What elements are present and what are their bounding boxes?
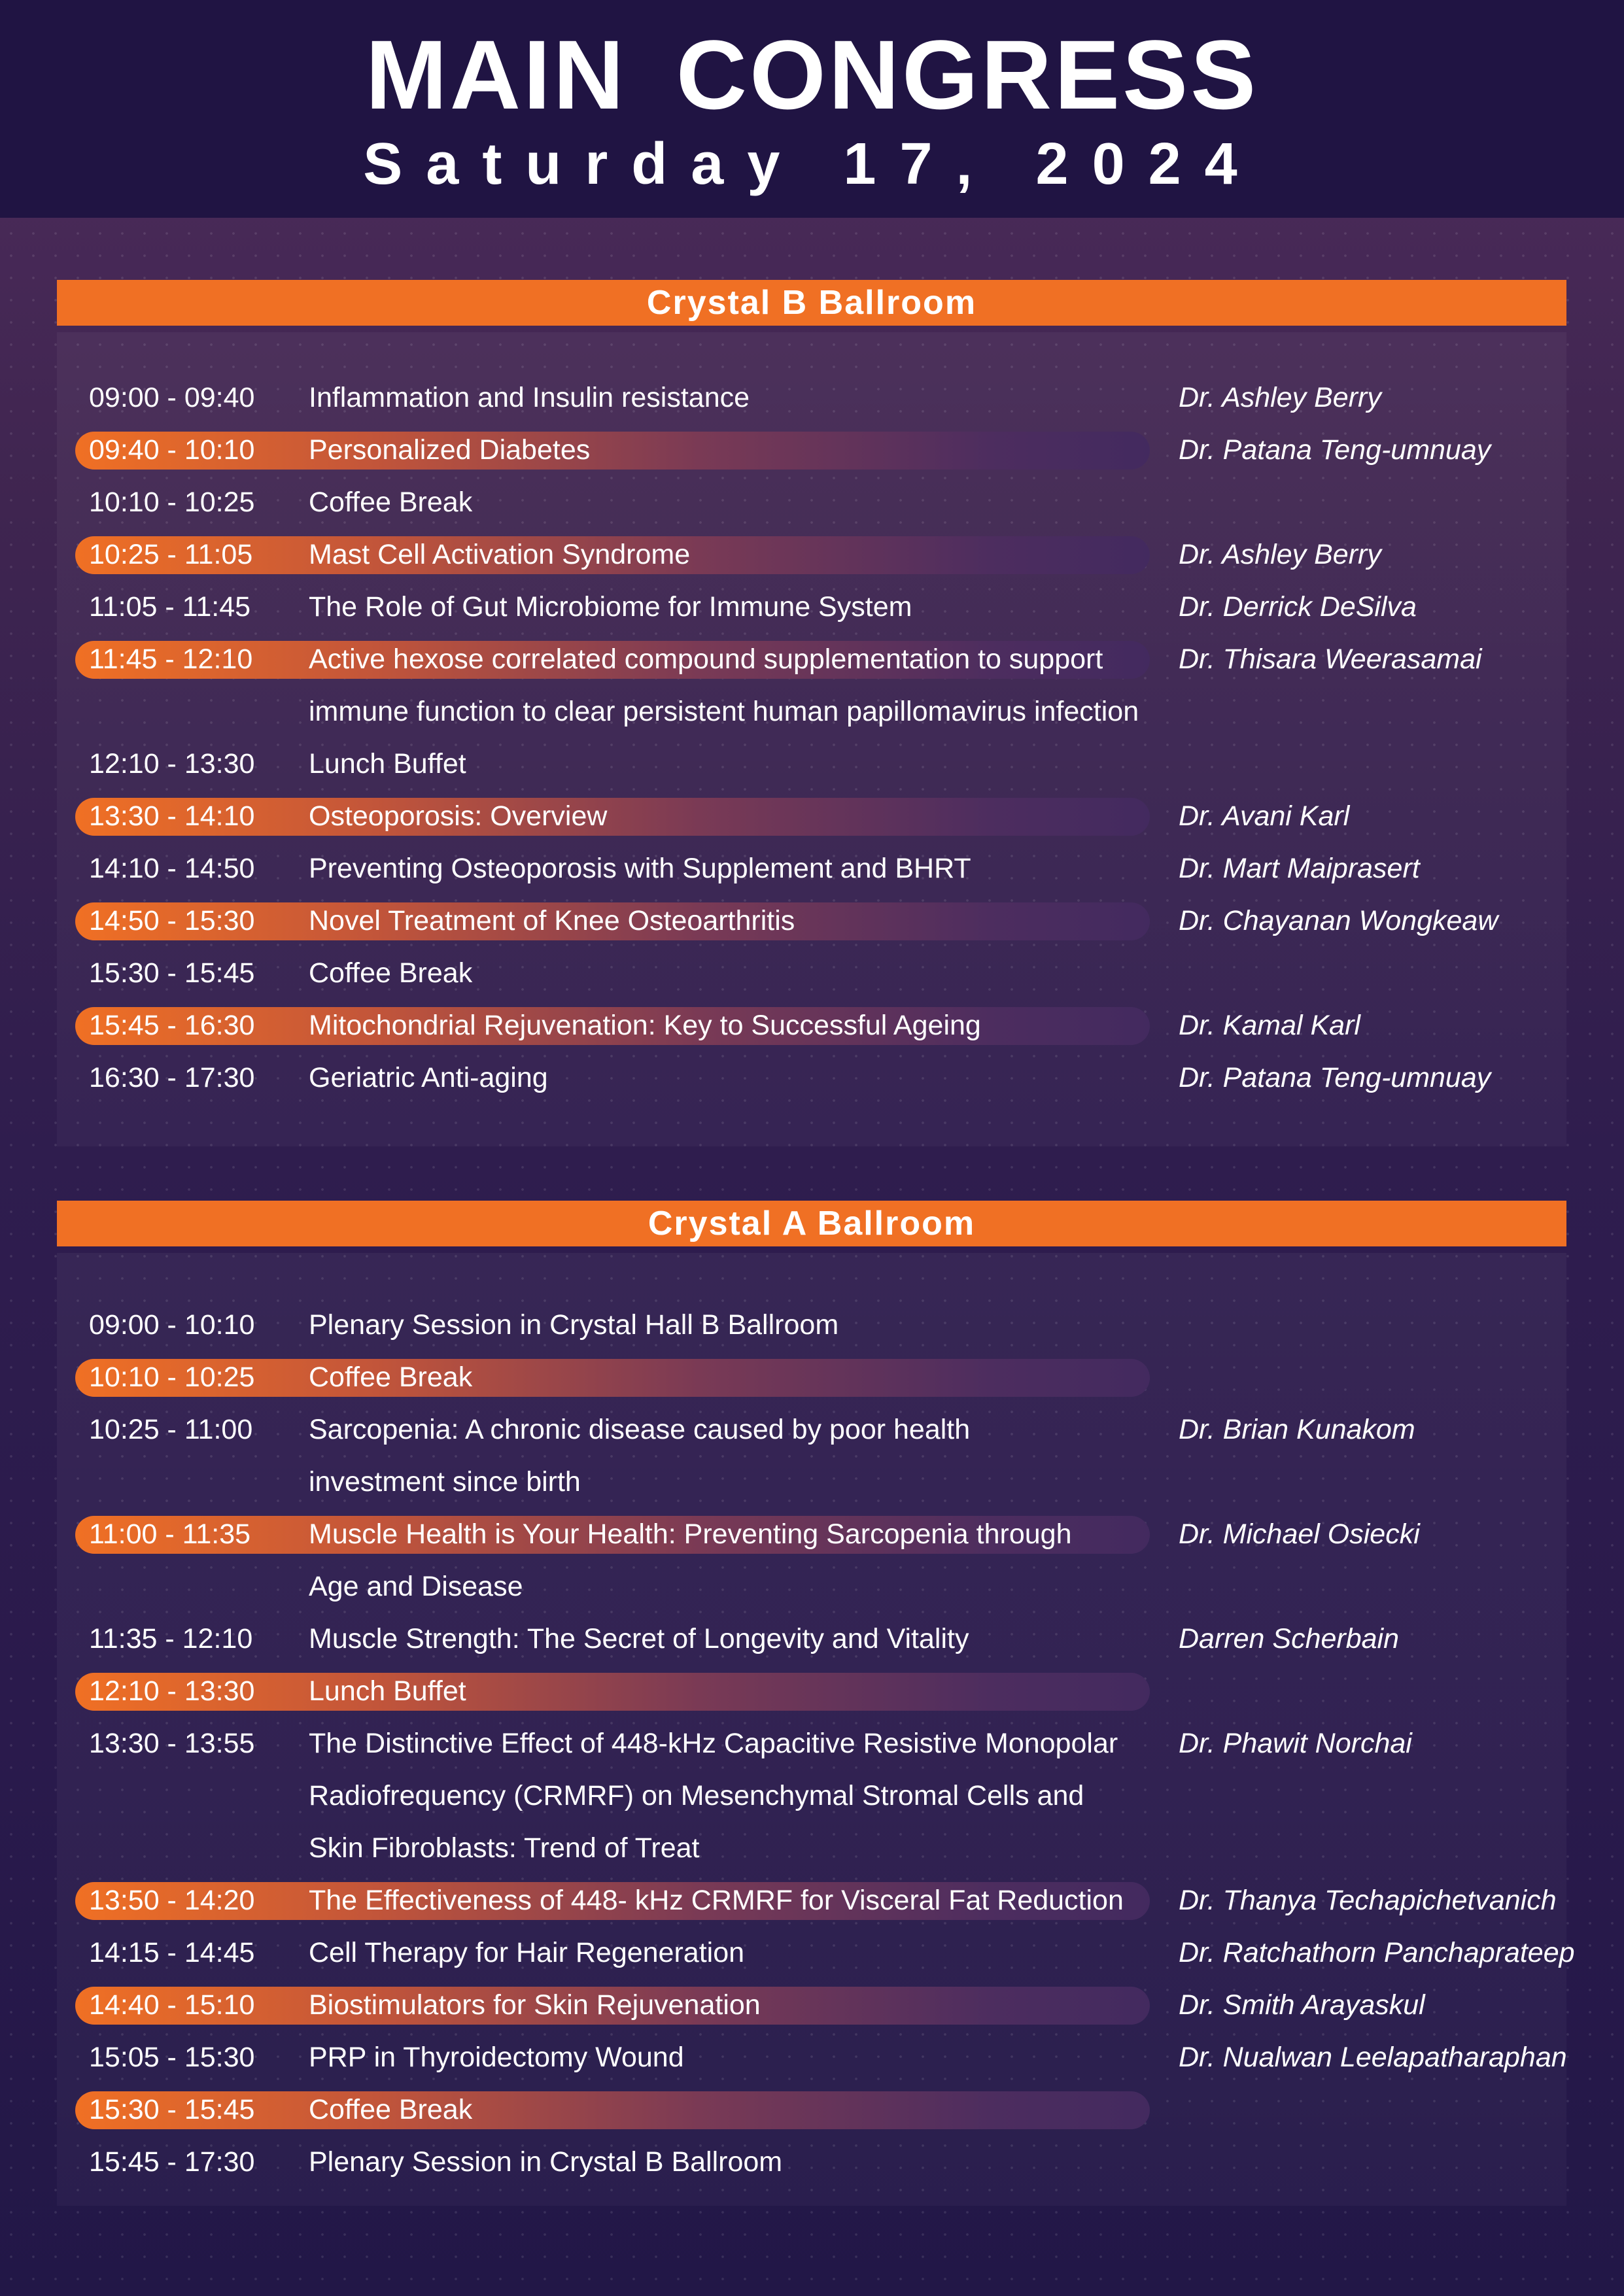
session-time: 10:25 - 11:05 <box>89 539 253 570</box>
session-speaker: Dr. Brian Kunakom <box>1179 1414 1415 1445</box>
session-topic: PRP in Thyroidectomy Wound <box>309 2042 684 2073</box>
schedule-row <box>57 371 1566 424</box>
session-time: 15:45 - 17:30 <box>89 2146 255 2178</box>
session-speaker: Darren Scherbain <box>1179 1623 1400 1654</box>
session-time: 11:05 - 11:45 <box>89 591 251 623</box>
session-speaker: Dr. Thisara Weerasamai <box>1179 643 1482 675</box>
schedule-row <box>57 1351 1566 1403</box>
session-speaker: Dr. Michael Osiecki <box>1179 1518 1420 1550</box>
session-topic: Plenary Session in Crystal B Ballroom <box>309 2146 783 2178</box>
session-speaker: Dr. Kamal Karl <box>1179 1010 1360 1041</box>
schedule-row <box>57 2083 1566 2136</box>
session-time: 09:40 - 10:10 <box>89 434 255 466</box>
session-time: 14:15 - 14:45 <box>89 1937 255 1968</box>
schedule-row <box>57 476 1566 528</box>
session-speaker: Dr. Chayanan Wongkeaw <box>1179 905 1498 936</box>
session-topic: Muscle Health is Your Health: Preventing Sarcopenia through <box>309 1518 1072 1550</box>
schedule-row <box>57 790 1566 842</box>
schedule-row <box>57 895 1566 947</box>
session-time: 12:10 - 13:30 <box>89 748 255 780</box>
session-time: 13:30 - 13:55 <box>89 1728 255 1759</box>
session-topic: Geriatric Anti-aging <box>309 1062 548 1093</box>
session-topic: Lunch Buffet <box>309 1675 466 1707</box>
session-topic: Plenary Session in Crystal Hall B Ballroom <box>309 1309 839 1341</box>
session-time: 16:30 - 17:30 <box>89 1062 255 1093</box>
session-topic: The Effectiveness of 448- kHz CRMRF for Visceral Fat Reduction <box>309 1885 1124 1916</box>
header <box>0 0 1624 218</box>
session-topic: Coffee Break <box>309 487 473 518</box>
session-time: 13:30 - 14:10 <box>89 800 255 832</box>
schedule-row <box>57 1508 1566 1560</box>
session-speaker: Dr. Thanya Techapichetvanich <box>1179 1885 1557 1916</box>
session-time: 15:30 - 15:45 <box>89 957 255 989</box>
schedule-row <box>57 2031 1566 2083</box>
session-time: 11:00 - 11:35 <box>89 1518 251 1550</box>
session-topic: Lunch Buffet <box>309 748 466 780</box>
session-time: 14:10 - 14:50 <box>89 853 255 884</box>
session-time: 10:10 - 10:25 <box>89 487 255 518</box>
schedule-row <box>57 842 1566 895</box>
session-speaker: Dr. Avani Karl <box>1179 800 1350 832</box>
schedule-rows-crystal-b <box>57 332 1566 1146</box>
session-speaker: Dr. Mart Maiprasert <box>1179 853 1420 884</box>
schedule-row <box>57 1979 1566 2031</box>
session-speaker: Dr. Nualwan Leelapatharaphan <box>1179 2042 1567 2073</box>
session-topic: Preventing Osteoporosis with Supplement and BHRT <box>309 853 971 884</box>
page-title: MAIN CONGRESS <box>365 20 1259 129</box>
section-title-crystal-a: Crystal A Ballroom <box>57 1201 1566 1246</box>
session-topic: Muscle Strength: The Secret of Longevity and Vitality <box>309 1623 969 1654</box>
schedule-row <box>57 1403 1566 1456</box>
session-time: 14:40 - 15:10 <box>89 1989 255 2021</box>
schedule-row <box>57 424 1566 476</box>
session-speaker: Dr. Ashley Berry <box>1179 539 1381 570</box>
session-speaker: Dr. Patana Teng-umnuay <box>1179 1062 1491 1093</box>
session-speaker: Dr. Patana Teng-umnuay <box>1179 434 1491 466</box>
session-time: 11:35 - 12:10 <box>89 1623 253 1654</box>
session-time: 15:30 - 15:45 <box>89 2094 255 2125</box>
schedule-row <box>57 1299 1566 1351</box>
session-speaker: Dr. Derrick DeSilva <box>1179 591 1417 623</box>
schedule-row <box>57 1927 1575 1979</box>
session-time: 10:10 - 10:25 <box>89 1362 255 1393</box>
schedule-row <box>57 1613 1566 1665</box>
session-topic: Coffee Break <box>309 957 473 989</box>
session-topic: Personalized Diabetes <box>309 434 591 466</box>
schedule-row <box>57 738 1566 790</box>
schedule-row <box>57 2136 1566 2188</box>
session-topic: Mast Cell Activation Syndrome <box>309 539 691 570</box>
session-speaker: Dr. Ashley Berry <box>1179 382 1381 413</box>
session-time: 12:10 - 13:30 <box>89 1675 255 1707</box>
session-time: 10:25 - 11:00 <box>89 1414 253 1445</box>
schedule-row <box>57 633 1566 685</box>
session-speaker: Dr. Phawit Norchai <box>1179 1728 1412 1759</box>
session-time: 14:50 - 15:30 <box>89 905 255 936</box>
session-topic: The Distinctive Effect of 448-kHz Capacitive Resistive Monopolar <box>309 1728 1118 1759</box>
session-topic: Novel Treatment of Knee Osteoarthritis <box>309 905 795 936</box>
session-speaker: Dr. Smith Arayaskul <box>1179 1989 1425 2021</box>
session-topic: Biostimulators for Skin Rejuvenation <box>309 1989 761 2021</box>
section-title-crystal-b: Crystal B Ballroom <box>57 280 1566 326</box>
session-time: 09:00 - 10:10 <box>89 1309 255 1341</box>
schedule-row <box>57 581 1566 633</box>
session-topic-continued: Skin Fibroblasts: Trend of Treat <box>309 1832 700 1864</box>
session-time: 11:45 - 12:10 <box>89 643 253 675</box>
schedule-row <box>57 1874 1566 1927</box>
session-time: 15:05 - 15:30 <box>89 2042 255 2073</box>
session-time: 09:00 - 09:40 <box>89 382 255 413</box>
session-topic: Coffee Break <box>309 1362 473 1393</box>
schedule-row <box>57 1717 1566 1770</box>
session-topic: Cell Therapy for Hair Regeneration <box>309 1937 745 1968</box>
session-topic: Mitochondrial Rejuvenation: Key to Successful Ageing <box>309 1010 981 1041</box>
session-speaker: Dr. Ratchathorn Panchaprateep <box>1179 1937 1575 1968</box>
schedule-row <box>57 999 1566 1052</box>
session-time: 13:50 - 14:20 <box>89 1885 255 1916</box>
page-date: Saturday 17, 2024 <box>363 131 1261 197</box>
session-topic: Osteoporosis: Overview <box>309 800 608 832</box>
schedule-panel-crystal-b <box>57 332 1566 1146</box>
session-topic-continued: immune function to clear persistent human papillomavirus infection <box>309 696 1139 727</box>
session-topic: Coffee Break <box>309 2094 473 2125</box>
session-topic: Inflammation and Insulin resistance <box>309 382 750 413</box>
schedule-row <box>57 528 1566 581</box>
session-topic: Active hexose correlated compound supplementation to support <box>309 643 1103 675</box>
session-topic: The Role of Gut Microbiome for Immune System <box>309 591 912 623</box>
session-topic-continued: Radiofrequency (CRMRF) on Mesenchymal Stromal Cells and <box>309 1780 1084 1811</box>
session-topic-continued: investment since birth <box>309 1466 581 1498</box>
session-topic-continued: Age and Disease <box>309 1571 523 1602</box>
schedule-row <box>57 1052 1566 1104</box>
session-topic: Sarcopenia: A chronic disease caused by poor health <box>309 1414 971 1445</box>
schedule-panel-crystal-a <box>57 1253 1575 2206</box>
schedule-row <box>57 947 1566 999</box>
session-time: 15:45 - 16:30 <box>89 1010 255 1041</box>
schedule-row <box>57 1665 1566 1717</box>
schedule-rows-crystal-a <box>57 1253 1575 2206</box>
